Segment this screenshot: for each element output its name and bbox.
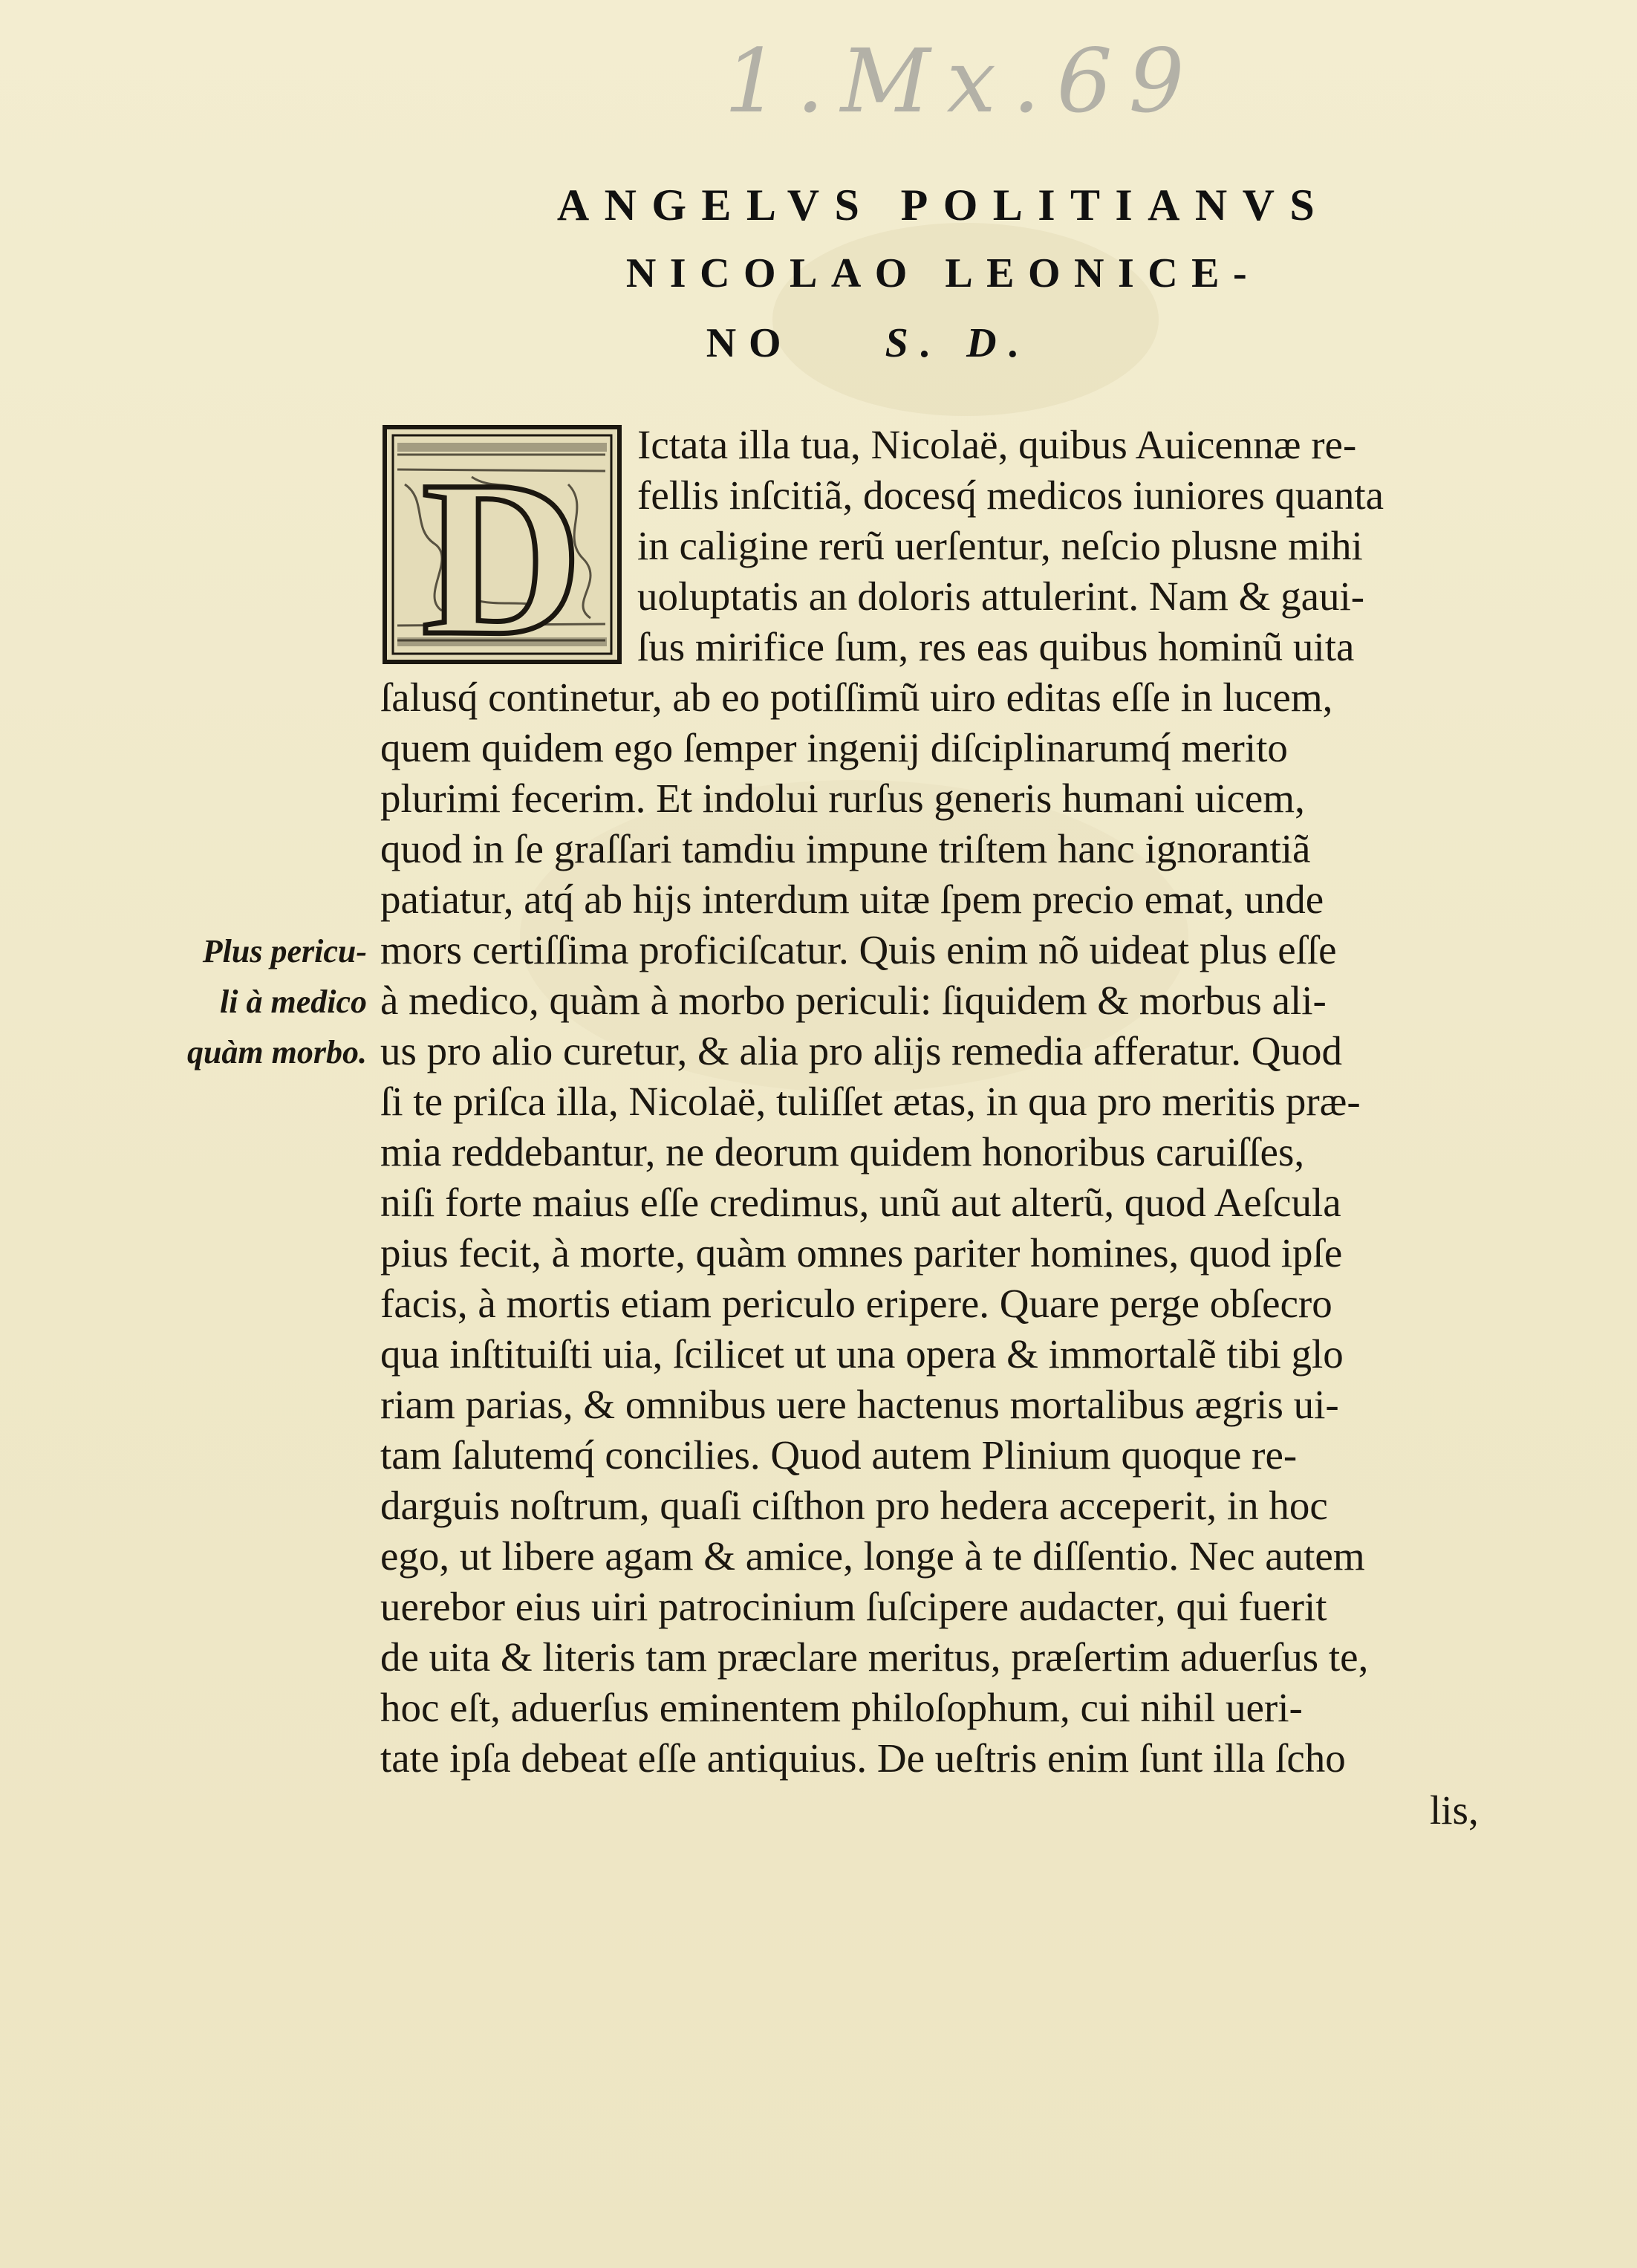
text-line: ſi te priſca illa, Nicolaë, tuliſſet ætas, in qua pro meritis præ- [380, 1079, 1361, 1124]
text-line: hoc eſt, aduerſus eminentem philoſophum, cui nihil ueri- [380, 1685, 1303, 1730]
marginal-note: li à medico [220, 984, 367, 1020]
heading-name-end: NO [706, 320, 794, 366]
text-line: facis, à mortis etiam periculo eripere. Quare perge obſecro [380, 1281, 1332, 1326]
marginal-note: quàm morbo. [186, 1034, 367, 1070]
text-line: ſalusq́ continetur, ab eo potiſſimũ uiro editas eſſe in lucem, [380, 675, 1333, 720]
initial-letter: D [421, 435, 583, 664]
text-line: mors certiſſima proficiſcatur. Quis enim nõ uideat plus eſſe [380, 927, 1337, 972]
text-line: fellis inſcitiã, docesq́ medicos iuniores quanta [637, 472, 1384, 518]
text-line: ego, ut libere agam & amice, longe à te diſſentio. Nec autem [380, 1533, 1365, 1579]
text-line: quod in ſe graſſari tamdiu impune triſtem hanc ignorantiã [380, 826, 1311, 871]
shelfmark-annotation: 1.Mx.69 [724, 30, 1201, 132]
text-line: quem quidem ego ſemper ingenij diſciplinarumq́ merito [380, 725, 1288, 770]
text-line: darguis noſtrum, quaſi ciſthon pro hedera acceperit, in hoc [380, 1483, 1328, 1528]
text-line: plurimi fecerim. Et indolui rurſus generis humani uicem, [380, 776, 1305, 821]
heading-salutation: S. D. [885, 320, 1032, 366]
text-line: us pro alio curetur, & alia pro alijs remedia afferatur. Quod [380, 1028, 1342, 1073]
marginal-note: Plus pericu- [202, 933, 367, 969]
text-line: à medico, quàm à morbo periculi: ſiquidem & morbus ali- [380, 978, 1327, 1023]
text-line: Ictata illa tua, Nicolaë, quibus Auicennæ re- [637, 422, 1357, 467]
text-line: ſus mirifice ſum, res eas quibus hominũ uita [637, 624, 1355, 669]
text-line: tate ipſa debeat eſſe antiquius. De ueſtris enim ſunt illa ſcho [380, 1735, 1346, 1781]
text-line: pius fecit, à morte, quàm omnes pariter homines, quod ipſe [380, 1230, 1343, 1276]
text-line: uerebor eius uiri patrocinium ſuſcipere audacter, qui fuerit [380, 1584, 1327, 1629]
heading-line-1: ANGELVS POLITIANVS [556, 181, 1330, 230]
text-line: in caligine rerũ uerſentur, neſcio plusne mihi [637, 523, 1363, 568]
heading-line-2: NICOLAO LEONICE- [625, 250, 1261, 296]
text-line: qua inſtituiſti uia, ſcilicet ut una opera & immortalẽ tibi glo [380, 1331, 1344, 1377]
text-line: riam parias, & omnibus uere hactenus mortalibus ægris ui- [380, 1382, 1339, 1427]
catchword: lis, [1430, 1787, 1479, 1833]
decorated-initial-frame-icon [383, 425, 622, 664]
text-line: niſi forte maius eſſe credimus, unũ aut alterũ, quod Aeſcula [380, 1180, 1341, 1225]
heading-line-3 [609, 319, 1129, 367]
text-line: tam ſalutemq́ concilies. Quod autem Plinium quoque re- [380, 1432, 1298, 1478]
text-line: uoluptatis an doloris attulerint. Nam & gaui- [637, 574, 1365, 619]
text-line: mia reddebantur, ne deorum quidem honoribus caruiſſes, [380, 1129, 1305, 1174]
text-line: de uita & literis tam præclare meritus, præſertim aduerſus te, [380, 1634, 1369, 1680]
text-line: patiatur, atq́ ab hijs interdum uitæ ſpem precio emat, unde [380, 877, 1324, 922]
decorated-initial [383, 425, 622, 664]
